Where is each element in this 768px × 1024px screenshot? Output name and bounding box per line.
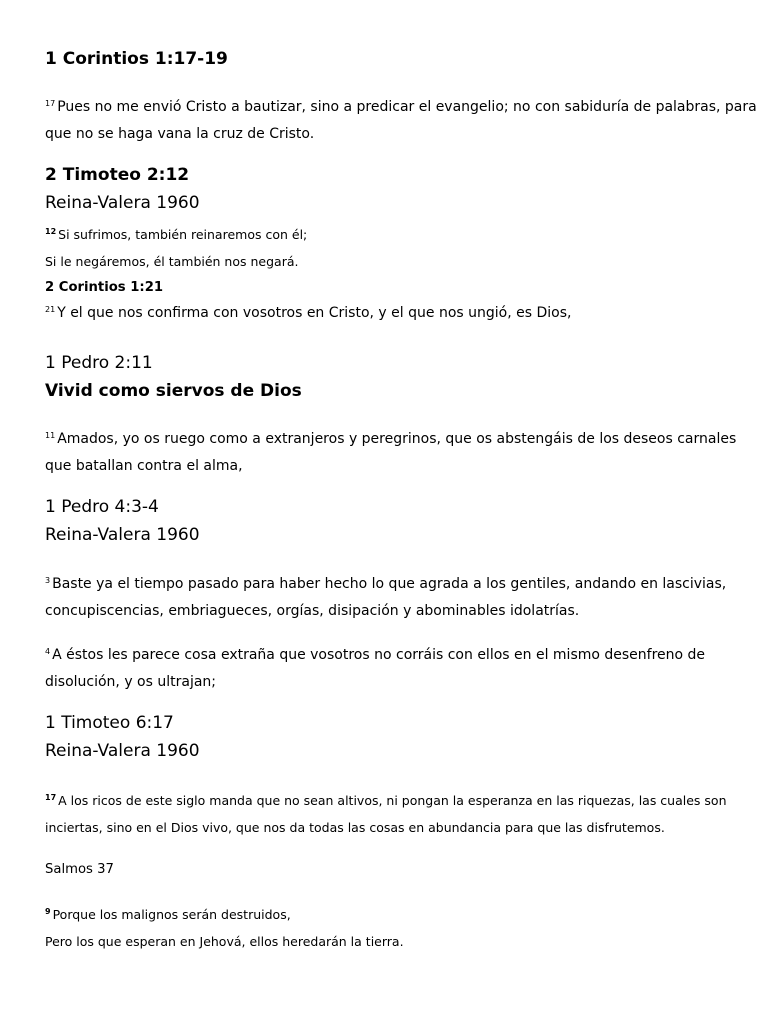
ref-1-timoteo-6-17: 1 Timoteo 6:17 — [45, 713, 174, 733]
section-heading: Vivid como siervos de Dios — [45, 381, 302, 401]
verse-line: que batallan contra el alma, — [45, 458, 243, 474]
verse-number: 12 — [45, 227, 57, 236]
verse-number: 21 — [45, 305, 56, 314]
version-label: Reina-Valera 1960 — [45, 741, 200, 761]
verse-text: Pues no me envió Cristo a bautizar, sino a predicar el evangelio; no con sabiduría de palabras, para — [57, 99, 757, 115]
verse-text: Porque los malignos serán destruidos, — [52, 907, 291, 922]
verse-line — [45, 431, 736, 447]
verse-line: concupiscencias, embriagueces, orgías, disipación y abominables idolatrías. — [45, 603, 580, 619]
version-label: Reina-Valera 1960 — [45, 525, 200, 545]
verse-line: Pero los que esperan en Jehová, ellos heredarán la tierra. — [45, 934, 404, 949]
verse-line — [45, 647, 705, 663]
ref-2-timoteo-2-12: 2 Timoteo 2:12 — [45, 165, 190, 185]
ref-1-corintios-1-17: 1 Corintios 1:17-19 — [45, 49, 228, 69]
verse-line — [45, 99, 757, 115]
verse-number: 4 — [45, 647, 51, 656]
verse-line — [45, 907, 291, 922]
version-label: Reina-Valera 1960 — [45, 193, 200, 213]
verse-text: A los ricos de este siglo manda que no sean altivos, ni pongan la esperanza en las riquezas, las cuales son — [58, 793, 727, 808]
ref-salmos-37: Salmos 37 — [45, 862, 114, 877]
verse-text: Baste ya el tiempo pasado para haber hecho lo que agrada a los gentiles, andando en lascivias, — [52, 576, 727, 592]
verse-text: Y el que nos confirma con vosotros en Cristo, y el que nos ungió, es Dios, — [57, 305, 572, 321]
verse-line — [45, 576, 726, 592]
verse-line — [45, 305, 571, 321]
verse-number: 3 — [45, 576, 51, 585]
verse-number: 11 — [45, 431, 56, 440]
verse-text: Amados, yo os ruego como a extranjeros y peregrinos, que os abstengáis de los deseos carnales — [57, 431, 737, 447]
verse-line — [45, 793, 727, 808]
verse-line: inciertas, sino en el Dios vivo, que nos da todas las cosas en abundancia para que las disfrutemos. — [45, 820, 665, 835]
verse-text: A éstos les parece cosa extraña que vosotros no corráis con ellos en el mismo desenfreno de — [52, 647, 706, 663]
verse-line — [45, 227, 307, 242]
ref-1-pedro-4-3: 1 Pedro 4:3-4 — [45, 497, 159, 517]
verse-number: 9 — [45, 907, 51, 916]
verse-text: Si sufrimos, también reinaremos con él; — [58, 227, 308, 242]
verse-line: que no se haga vana la cruz de Cristo. — [45, 126, 315, 142]
verse-number: 17 — [45, 99, 56, 108]
verse-line: disolución, y os ultrajan; — [45, 674, 217, 690]
ref-2-corintios-1-21: 2 Corintios 1:21 — [45, 280, 164, 295]
verse-line: Si le negáremos, él también nos negará. — [45, 254, 299, 269]
ref-1-pedro-2-11: 1 Pedro 2:11 — [45, 353, 153, 373]
verse-number: 17 — [45, 793, 57, 802]
